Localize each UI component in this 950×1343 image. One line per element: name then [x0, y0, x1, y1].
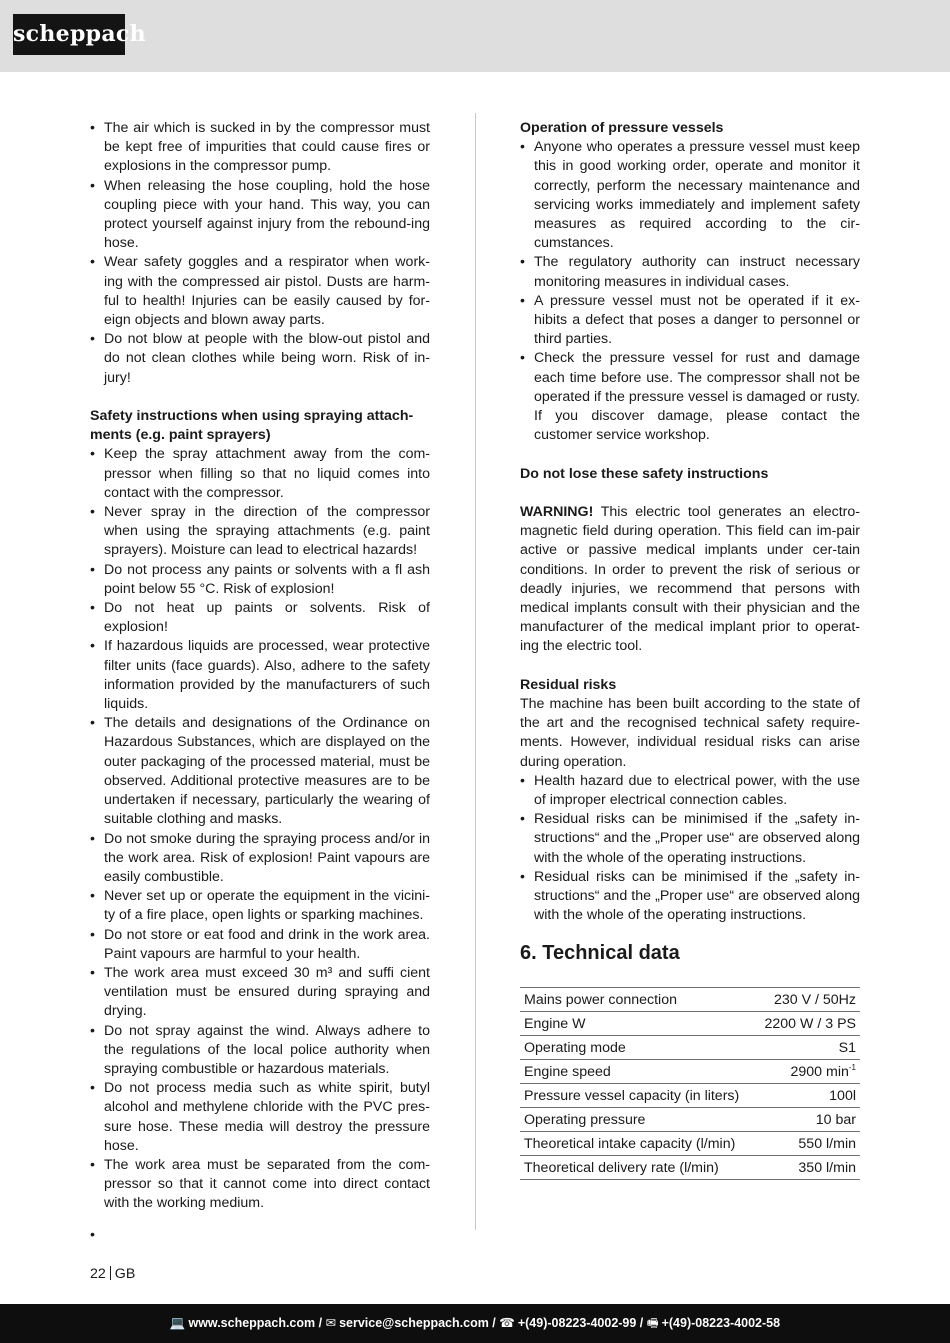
spec-label: Engine W [520, 1012, 755, 1036]
list-item: • Do not smoke during the spraying process and/or in the work area. Risk of explosion! Paint vapours are easily combustible. [90, 830, 430, 888]
spec-value: 100l [755, 1084, 860, 1108]
section-title: 6. Technical data [520, 942, 680, 965]
spec-value-exponent: -1 [848, 1063, 856, 1073]
phone-icon: ☎ [499, 1316, 515, 1330]
table-row [520, 1036, 860, 1060]
warning-text: This electric tool generates an electro-magnetic field during operation. This field can im-pair active or passive medical implants under cer-tain conditions. In order to prevent the risk of serious or deadly injuries, we recommend that persons with medical implants consult with their physician and the manufacturer of the medical implant prior to operat-ing the electric tool. [520, 504, 860, 655]
list-item: • The work area must exceed 30 m³ and suffi cient ventilation must be ensured during spraying and drying. [90, 964, 430, 1022]
page-number-value: 22 [90, 1266, 106, 1282]
list-item: • A pressure vessel must not be operated if it ex-hibits a defect that poses a danger to personnel or third parties. [520, 292, 860, 350]
spec-label: Theoretical intake capacity (l/min) [520, 1132, 755, 1156]
footer-fax: +(49)-08223-4002-58 [661, 1316, 781, 1330]
list-item: • The details and designations of the Ordinance on Hazardous Substances, which are displayed on the outer packaging of the processed material, must be observed. Additional protective measures are to be undertaken if necessary, particularly the wearing of suitable clothing and masks. [90, 714, 430, 829]
list-item: • Check the pressure vessel for rust and damage each time before use. The compressor shall not be operated if the pressure vessel is damaged or rusty. If you discover damage, please contact the customer service workshop. [520, 349, 860, 445]
list-item: • When releasing the hose coupling, hold the hose coupling piece with your hand. This way, you can protect yourself against injury from the rebound-ing hose. [90, 177, 430, 254]
table-row [520, 988, 860, 1012]
technical-data-table [520, 987, 860, 1180]
page-language: GB [114, 1266, 136, 1282]
spec-value: 2900 min [790, 1064, 849, 1081]
spec-label: Theoretical delivery rate (l/min) [520, 1156, 755, 1180]
list-item: • Do not blow at people with the blow-out pistol and do not clean clothes while being worn. Risk of in-jury! [90, 330, 430, 388]
fax-icon: 🖷 [646, 1316, 659, 1330]
list-item: • Health hazard due to electrical power, with the use of improper electrical connection cables. [520, 772, 860, 810]
table-row [520, 1108, 860, 1132]
spec-label: Pressure vessel capacity (in liters) [520, 1084, 755, 1108]
scheppach-logo: scheppach [13, 14, 125, 55]
table-row [520, 1132, 860, 1156]
warning-label: WARNING! [520, 504, 594, 521]
list-item: • Residual risks can be minimised if the „safety in-structions“ and the „Proper use“ are observed along with the whole of the operating instructions. [520, 810, 860, 868]
keep-instructions-heading: Do not lose these safety instructions [520, 465, 769, 482]
footer-bar [0, 1304, 950, 1343]
warning-paragraph [520, 503, 860, 657]
list-item: • Do not heat up paints or solvents. Risk of explosion! [90, 599, 430, 637]
list-item: • Wear safety goggles and a respirator when work-ing with the compressed air pistol. Dusts are harm-ful to health! Injuries can be easily caused by for-eign objects and blown away parts. [90, 253, 430, 330]
column-divider [475, 113, 476, 1230]
table-row [520, 1084, 860, 1108]
page-number [90, 1265, 135, 1283]
right-column [520, 119, 860, 1180]
residual-risks-text: The machine has been built according to the state of the art and the recognised technical safety require-ments. However, individual residual risks can arise during operation. [520, 696, 860, 770]
table-row [520, 1060, 860, 1084]
footer-phone: +(49)-08223-4002-99 / [517, 1316, 644, 1330]
compressor-safety-list [90, 119, 430, 388]
spec-value: 2200 W / 3 PS [755, 1012, 860, 1036]
list-item: • Never set up or operate the equipment in the vicini-ty of a fire place, open lights or sparking machines. [90, 887, 430, 925]
spec-value: 550 l/min [755, 1132, 860, 1156]
spec-label: Operating mode [520, 1036, 755, 1060]
footer-email-link[interactable]: service@scheppach.com / [339, 1316, 496, 1330]
list-item: • Anyone who operates a pressure vessel must keep this in good working order, operate and monitor it correctly, perform the necessary maintenance and servicing works immediately and implement safety measures as required according to the cir-cumstances. [520, 138, 860, 253]
spec-label: Engine speed [520, 1060, 755, 1084]
computer-icon: 💻 [169, 1316, 186, 1330]
list-item: • Never spray in the direction of the compressor when using the spraying attachments (e.g. paint sprayers). Moisture can lead to electrical hazards! [90, 503, 430, 561]
footer-website-link[interactable]: www.scheppach.com / [188, 1316, 323, 1330]
spec-value: 230 V / 50Hz [755, 988, 860, 1012]
list-item: • Do not process media such as white spirit, butyl alcohol and methylene chloride with the PVC pres-sure hose. These media will destroy the pressure hose. [90, 1079, 430, 1156]
spec-value-cell [755, 1060, 860, 1084]
page-number-separator [110, 1266, 111, 1280]
table-row [520, 1012, 860, 1036]
list-item: • Do not store or eat food and drink in the work area. Paint vapours are harmful to your health. [90, 926, 430, 964]
list-item: • Keep the spray attachment away from the com-pressor when filling so that no liquid comes into contact with the compressor. [90, 445, 430, 503]
list-item: • The air which is sucked in by the compressor must be kept free of impurities that could cause fires or explosions in the compressor pump. [90, 119, 430, 177]
spec-label: Operating pressure [520, 1108, 755, 1132]
spraying-safety-list [90, 445, 430, 1213]
list-item: • Do not spray against the wind. Always adhere to the regulations of the local police authority when spraying combustible or hazardous materials. [90, 1022, 430, 1080]
list-item: • Do not process any paints or solvents with a fl ash point below 55 °C. Risk of explosion! [90, 561, 430, 599]
residual-risks-list [520, 772, 860, 926]
pressure-vessels-list [520, 138, 860, 445]
list-item: • If hazardous liquids are processed, wear protective filter units (face guards). Also, adhere to the safety information provided by the manufacturers of such liquids. [90, 637, 430, 714]
list-item: • Residual risks can be minimised if the „safety in-structions“ and the „Proper use“ are observed along with the whole of the operating instructions. [520, 868, 860, 926]
spraying-heading: Safety instructions when using spraying attach-ments (e.g. paint sprayers) [90, 408, 414, 444]
list-item: • The work area must be separated from the com-pressor so that it cannot come into direct contact with the working medium. [90, 1156, 430, 1214]
list-item: • The regulatory authority can instruct necessary monitoring measures in individual cases. [520, 253, 860, 291]
residual-risks-heading: Residual risks [520, 676, 617, 693]
mail-icon: ✉ [325, 1316, 337, 1330]
spec-value: S1 [755, 1036, 860, 1060]
pressure-vessels-heading: Operation of pressure vessels [520, 120, 724, 136]
spec-label: Mains power connection [520, 988, 755, 1012]
spec-value: 10 bar [755, 1108, 860, 1132]
left-column [90, 119, 430, 1245]
header-bar [0, 0, 950, 72]
table-row [520, 1156, 860, 1180]
spec-value: 350 l/min [755, 1156, 860, 1180]
stray-bullet: • [90, 1226, 95, 1243]
